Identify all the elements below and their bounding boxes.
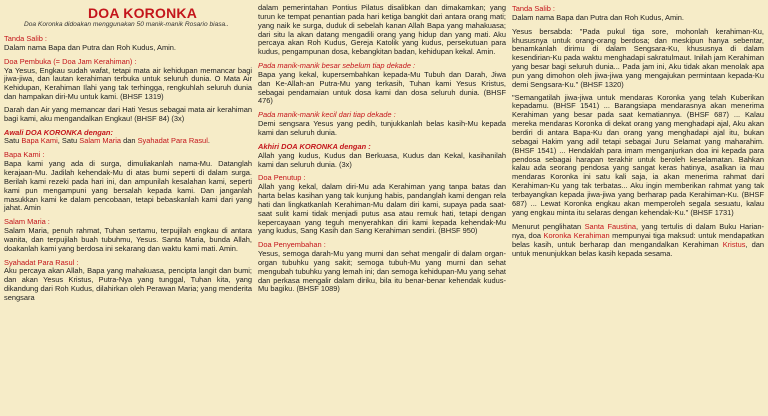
para3-end: , dan untuk menunjukkan belas kasih kepada sesama. [512, 240, 764, 258]
awali-syahadat: Syahadat Para Rasul [137, 136, 208, 146]
awali-end: . [207, 136, 210, 146]
column-left [4, 4, 252, 414]
column-right [512, 4, 764, 414]
semangatilah-text: "Semangatilah jiwa-jiwa untuk mendaras Koronka yang telah Kuberikan kepadamu. (BHSF 1541) ... Barangsiapa mendarasnya akan menerima Kerahiman yang besar pada saat kematiannya. (BHSF 687) ... Kalau mereka mendaras Koronka di dekat orang yang menghadapi ajal, Aku akan berdiri di antara Bapa-Ku dan orang yang menghadapi ajal itu, bukan sebagai Hakim yang adil tetapi sebagai Juru Selamat yang maharahim. (BHSF 1541) ... Hendaklah para imam menganjurkan doa ini kepada para pendosa sebagai harapan terakhir untuk beroleh keselamatan. Bahkan kalau ada seorang pendosa yang sangat keras hatinya, asalkan ia mau mendaras Koronka ini satu kali saja, ia akan menerima rahmat dari Kerahiman-Ku yang tak terbatas... Aku ingin memberikan rahmat yang tak terbayangkan kepada jiwa-jiwa yang berharap pada Kerahiman-Ku. (BHSF 687) ... Lewat Koronka engkau akan memperoleh segala sesuatu, kalau yang engkau minta itu selaras dengan kehendak-Ku." (BHSF 1731) [512, 92, 764, 217]
awali-bapa-kami: Bapa Kami [21, 136, 58, 146]
manik-kecil-heading: Pada manik-manik kecil dari tiap dekade : [258, 110, 396, 120]
doa-pembuka-text-2: Darah dan Air yang memancar dari Hati Yesus sebagai mata air kerahiman bagi kami, aku mengandalkan Engkau! (BHSF 84) (3x) [4, 104, 252, 123]
column-middle [258, 4, 506, 414]
syahadat-continued: dalam pemerintahan Pontius Pilatus disalibkan dan dimakamkan; yang turun ke tempat penantian pada hari ketiga bangkit dari antara orang mati; yang naik ke surga, duduk di sebelah kanan Allah Bapa yang mahakuasa; dari situ la akan datang mengadili orang yang hidup dan yang mati. Aku percaya akan Roh Kudus, Gereja Katolik yang kudus, persekutuan para kudus, pengampunan dosa, kebangkitan badan, kehidupan kekal. Amin. [258, 3, 506, 57]
santa-faustina: Santa Faustina [584, 222, 636, 232]
doa-pembuka-heading: Doa Pembuka (= Doa Jam Kerahiman) : [4, 56, 137, 66]
page-subtitle: Doa Koronka didoakan menggunakan 50 manik-manik Rosario biasa.. [24, 21, 229, 28]
awali-text [4, 137, 252, 146]
yesus-bersabda-text: Yesus bersabda: "Pada pukul tiga sore, mohonlah kerahiman-Ku, khususnya untuk orang-orang berdosa; dan meskipun hanya sebentar, benamkanlah dirimu di dalam Sengsara-Ku, khususnya di dalam kesendirian-Ku pada waktu menghadapi sakratulmaut. Inilah jam Kerahiman yang besar bagi seluruh dunia... Pada jam ini, Aku tidak akan menolak apa pun yang dimohon oleh jiwa-jiwa yang mengajukan permintaan kepada-Ku demi Sengsara-Ku." (BHSF 1320) [512, 26, 764, 89]
syahadat-heading: Syahadat Para Rasul : [4, 257, 79, 267]
awali-salam-maria: Salam Maria [79, 136, 122, 146]
page-title: DOA KORONKA [88, 5, 198, 21]
salam-maria-text: Salam Maria, penuh rahmat, Tuhan sertamu, terpujilah engkau di antara wanita, dan terpujilah buah tubuhmu, Yesus. Santa Maria, bunda Allah, doakanlah kami yang berdosa ini sekarang dan waktu kami mati. Amin. [4, 226, 252, 253]
salam-maria-heading: Salam Maria : [4, 217, 50, 227]
menurut-penglihatan-text [512, 223, 764, 258]
doa-pembuka-text: Ya Yesus, Engkau sudah wafat, tetapi mata air kehidupan memancar bagi jiwa-jiwa, dan lautan kerahiman terbuka untuk seluruh dunia. O Mata Air Kehidupan, Kerahiman Ilahi yang tak terhingga, rengkuhlah seluruh dunia dan hampakan diri-Mu untuk kami. (BHSF 1319) [4, 65, 252, 102]
tanda-salib-heading: Tanda Salib : [4, 34, 48, 43]
koronka-kerahiman: Koronka Kerahiman [543, 231, 610, 241]
tanda-salib-text-2: Dalam nama Bapa dan Putra dan Roh Kudus, Amin. [512, 12, 684, 22]
manik-kecil-text: Demi sengsara Yesus yang pedih, tunjukkanlah belas kasih-Mu kepada kami dan seluruh dunia. [258, 119, 506, 137]
para3-mid1: , yang tertulis di dalam Buku Harian-nya, doa [512, 222, 764, 241]
syahadat-text: Aku percaya akan Allah, Bapa yang mahakuasa, pencipta langit dan bumi; dan akan Yesus Kristus, Putra-Nya yang tunggal, Tuhan kita, yang dikandung dari Roh Kudus, dilahirkan oleh Perawan Maria; yang menderita sengsara [4, 266, 252, 302]
awali-pre: Satu [4, 136, 22, 146]
awali-mid1: , Satu [57, 136, 80, 146]
akhiri-heading: Akhiri DOA KORONKA dengan : [258, 141, 371, 151]
para3-pre: Menurut penglihatan [512, 222, 585, 232]
doa-penyembahan-heading: Doa Penyembahan : [258, 240, 326, 250]
manik-besar-heading: Pada manik-manik besar sebelum tiap dekade : [258, 61, 416, 71]
doa-penutup-text: Allah yang kekal, dalam diri-Mu ada Kerahiman yang tanpa batas dan harta belas kasihan yang tak kunjung habis, pandanglah kami dengan rela hati dan lingkatkanlah Kerahiman-Mu dalam diri kami, supaya pada saat-saat sulit kami tidak menjadi putus asa atau remuk hati, tetapi dengan kepercayaan yang teguh menyerahkan diri kami kepada kehendak-Mu yang kudus, Sang Kasih dan Sang Kerahiman sendiri. (BHSF 950) [258, 182, 506, 236]
awali-heading: Awali DOA KORONKA dengan: [4, 127, 113, 137]
awali-mid2: dan [121, 136, 138, 146]
tanda-salib-heading-2: Tanda Salib : [512, 4, 556, 13]
bapa-kami-heading: Bapa Kami : [4, 150, 45, 160]
bapa-kami-text: Bapa kami yang ada di surga, dimuliakanlah nama-Mu. Datanglah kerajaan-Mu. Jadilah kehendak-Mu di atas bumi seperti di dalam surga. Berilah kami rezeki pada hari ini, dan ampunilah kesalahan kami, seperti kami pun mengampuni yang bersalah kepada kami. Dan janganlah masukkan kami ke dalam pencobaan, tetapi bebaskanlah kami dari yang jahat. Amin [4, 159, 252, 213]
para3-mid2: mempunyai tiga maksud: untuk mendapatkan belas kasih, untuk berharap dan mengandalkan Kerahiman [512, 231, 764, 250]
kristus: Kristus [722, 240, 746, 250]
manik-besar-text: Bapa yang kekal, kupersembahkan kepada-Mu Tubuh dan Darah, Jiwa dan Ke-Allah-an Putra-Mu yang terkasih, Tuhan kami Yesus Kristus, sebagai pendamaian untuk dosa kami dan dosa seluruh dunia. (BHSF 476) [258, 69, 506, 106]
doa-penyembahan-text: Yesus, semoga darah-Mu yang murni dan sehat mengalir di dalam organ-organ tubuhku yang sakit; semoga tubuh-Mu yang murni dan sehat mengubah tubuhku yang lemah ini; dan semoga kehidupan-Mu yang sehat dan perkasa mengalir dalam diriku, bila itu benar-benar kehendak kudus-Mu bagiku. (BHSF 1089) [258, 249, 506, 294]
tanda-salib-text: Dalam nama Bapa dan Putra dan Roh Kudus, Amin. [4, 42, 176, 52]
doa-penutup-heading: Doa Penutup : [258, 173, 306, 183]
akhiri-text: Allah yang kudus, Kudus dan Berkuasa, Kudus dan Kekal, kasihanilah kami dan seluruh dunia. (3x) [258, 150, 506, 169]
